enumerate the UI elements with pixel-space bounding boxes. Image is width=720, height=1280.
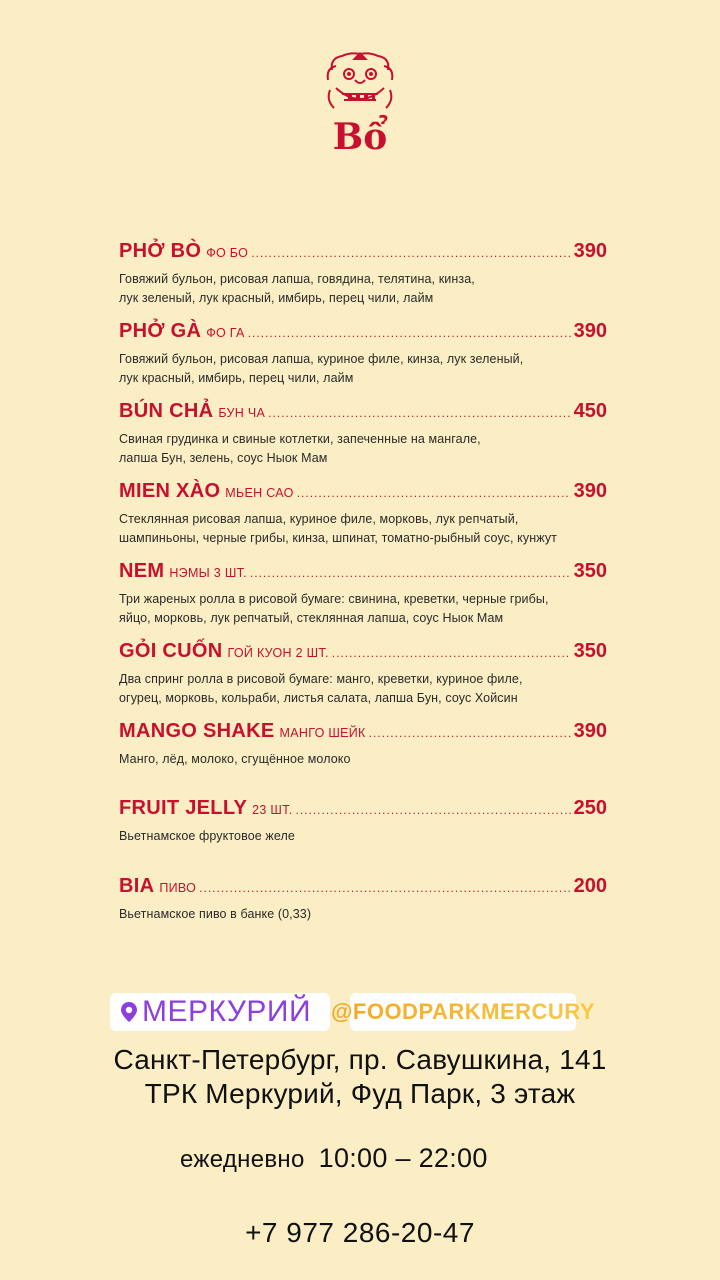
instagram-mention-badge[interactable] — [330, 993, 596, 1031]
dish-name-ru: ПИВО — [159, 881, 197, 895]
dish-name-ru: ФО БО — [206, 246, 249, 260]
dish-price: 350 — [573, 560, 607, 582]
leader-dots — [332, 646, 571, 660]
dish-name: PHỞ BÒ — [119, 240, 202, 262]
dish-name: GỎI CUỐN — [119, 640, 223, 662]
leader-dots — [369, 726, 571, 740]
address-line-1: Санкт-Петербург, пр. Савушкина, 141 — [113, 1044, 607, 1075]
menu-item — [119, 640, 607, 708]
dish-description: шампиньоны, черные грибы, кинза, шпинат, томатно-рыбный соус, кунжут — [119, 531, 558, 545]
leader-dots — [268, 406, 570, 420]
dish-name: NEM — [119, 560, 165, 582]
dish-price: 250 — [573, 797, 607, 819]
dish-price: 390 — [573, 480, 607, 502]
dish-description: Манго, лёд, молоко, сгущённое молоко — [119, 752, 351, 766]
dish-price: 390 — [573, 240, 607, 262]
dish-description: яйцо, морковь, лук репчатый, стеклянная лапша, соус Ныок Мам — [119, 611, 504, 625]
dish-name: FRUIT JELLY — [119, 797, 248, 819]
instagram-handle: @FOODPARKMERCURY — [330, 999, 596, 1024]
dish-description: Два спринг ролла в рисовой бумаге: манго, креветки, куриное филе, — [119, 672, 523, 686]
menu-item — [119, 875, 607, 924]
dish-description: лук красный, имбирь, перец чили, лайм — [119, 371, 354, 385]
leader-dots — [297, 486, 571, 500]
location-pin-icon — [120, 1001, 138, 1023]
menu-item — [119, 720, 607, 769]
leader-dots — [199, 881, 570, 895]
dish-description: Вьетнамское пиво в банке (0,33) — [119, 907, 312, 921]
hours-label: ежедневно — [180, 1146, 305, 1173]
dish-description: лапша Бун, зелень, соус Ныок Мам — [119, 451, 328, 465]
dish-description: Стеклянная рисовая лапша, куриное филе, морковь, лук репчатый, — [119, 512, 519, 526]
dish-name-ru: МАНГО ШЕЙК — [279, 726, 366, 740]
dish-name-ru: ГОЙ КУОН 2 ШТ. — [227, 646, 329, 660]
dish-name: MIEN XÀO — [119, 480, 221, 502]
location-name: МЕРКУРИЙ — [142, 995, 312, 1028]
dish-name-ru: НЭМЫ 3 ШТ. — [169, 566, 247, 580]
dish-description: огурец, морковь, кольраби, листья салата, лапша Бун, соус Хойсин — [119, 691, 518, 705]
dish-description: лук зеленый, лук красный, имбирь, перец чили, лайм — [119, 291, 434, 305]
dish-name-ru: 23 ШТ. — [252, 803, 293, 817]
address-line-2: ТРК Меркурий, Фуд Парк, 3 этаж — [144, 1078, 576, 1109]
leader-dots — [251, 246, 570, 260]
dish-description: Свиная грудинка и свиные котлетки, запеченные на мангале, — [119, 432, 481, 446]
dish-name-ru: ФО ГА — [206, 326, 245, 340]
dish-price: 450 — [573, 400, 607, 422]
leader-dots — [248, 326, 571, 340]
leader-dots — [296, 803, 571, 817]
dish-description: Три жареных ролла в рисовой бумаге: свинина, креветки, черные грибы, — [119, 592, 549, 606]
lion-mask-icon — [322, 50, 398, 116]
dish-name: BIA — [119, 875, 155, 897]
brand-name: Bổ — [332, 116, 388, 158]
dish-price: 200 — [573, 875, 607, 897]
menu-item — [119, 320, 607, 388]
opening-hours — [180, 1143, 488, 1174]
menu-item — [119, 400, 607, 468]
hours-time: 10:00 – 22:00 — [318, 1143, 488, 1173]
dish-name-ru: МЬЕН САО — [225, 486, 294, 500]
dish-description: Вьетнамское фруктовое желе — [119, 829, 295, 843]
brand-logo — [322, 50, 398, 162]
dish-description: Говяжий бульон, рисовая лапша, куриное филе, кинза, лук зеленый, — [119, 352, 524, 366]
dish-price: 350 — [573, 640, 607, 662]
dish-name: BÚN CHẢ — [119, 400, 214, 422]
leader-dots — [250, 566, 571, 580]
menu-item — [119, 560, 607, 628]
dish-name: PHỞ GÀ — [119, 320, 202, 342]
dish-price: 390 — [573, 320, 607, 342]
menu-item — [119, 480, 607, 548]
dish-name: MANGO SHAKE — [119, 720, 275, 742]
phone-number[interactable]: +7 977 286-20-47 — [245, 1217, 475, 1248]
dish-description: Говяжий бульон, рисовая лапша, говядина, телятина, кинза, — [119, 272, 475, 286]
menu-item — [119, 797, 607, 846]
menu-item — [119, 240, 607, 308]
location-badge[interactable] — [110, 993, 330, 1031]
dish-name-ru: БУН ЧА — [218, 406, 266, 420]
dish-price: 390 — [573, 720, 607, 742]
